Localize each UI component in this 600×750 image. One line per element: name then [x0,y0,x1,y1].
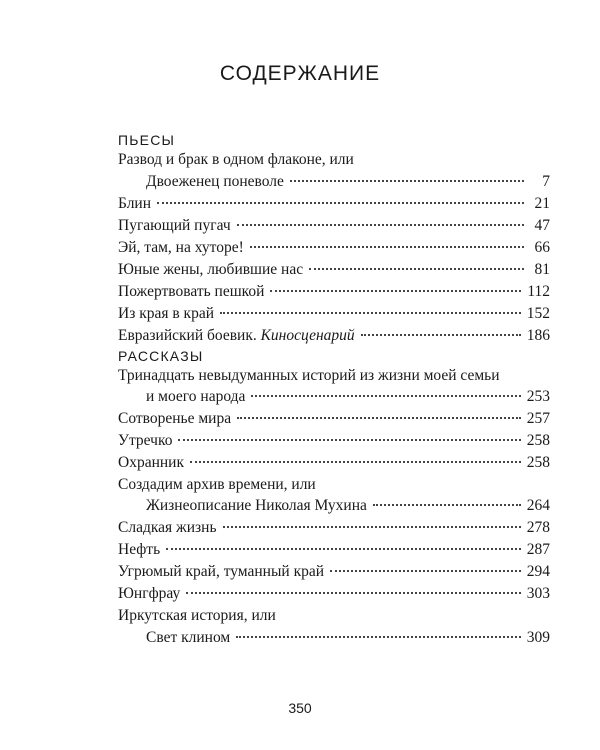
toc-entry-page: 66 [534,239,550,256]
toc-entry [118,194,550,214]
toc-entry [118,150,550,170]
toc-entry-title-line1: Тринадцать невыдуманных историй из жизни моей семьи [118,367,500,384]
toc-entry [146,496,550,516]
leader-dots [223,525,521,528]
leader-dots [157,201,524,204]
toc-entry-title: Пожертвовать пешкой [118,283,265,300]
leader-dots [251,394,520,397]
toc-entry-title-line2: Двоеженец поневоле [146,173,284,190]
leader-dots [309,267,524,270]
leader-dots [270,289,521,292]
toc-entry [118,518,550,538]
toc-entry [118,540,550,560]
leader-dots [236,635,521,638]
toc-entry [118,431,550,451]
toc-entry [118,606,550,626]
page-title: СОДЕРЖАНИЕ [219,62,381,85]
toc-entry [118,282,550,302]
toc-entry-page: 257 [526,410,550,427]
toc-entry [146,628,550,648]
toc-entry-page: 258 [526,454,550,471]
toc-entry-title-main: Евразийский боевик. [118,327,257,344]
toc-entry-page: 309 [526,629,550,646]
leader-dots [220,311,521,314]
leader-dots [186,591,521,594]
toc-entry-page: 264 [526,497,550,514]
toc-entry [146,172,550,192]
leader-dots [178,438,520,441]
toc-entry-page: 21 [534,195,550,212]
toc-entry-page: 112 [527,283,550,300]
toc-entry [118,216,550,236]
toc-entry-title: Сотворенье мира [118,410,232,427]
toc-entry-page: 186 [526,327,550,344]
toc-entry-title: Из края в край [118,305,215,322]
toc-entry-page: 294 [526,563,550,580]
section-heading-stories: РАССКАЗЫ [118,348,204,364]
toc-entry-title-line1: Иркутская история, или [118,607,276,624]
section-heading-plays: ПЬЕСЫ [118,132,176,148]
toc-entry [118,409,550,429]
toc-entry [118,260,550,280]
toc-entry-page: 287 [526,541,550,558]
toc-entry [118,475,550,495]
toc-entry-title-line2: и моего народа [146,388,246,405]
toc-entry-page: 303 [526,585,550,602]
toc-entry [118,366,550,386]
toc-entry-page: 81 [534,261,550,278]
toc-entry-title-line2: Свет клином [146,629,231,646]
toc-entry-title: Утречко [118,432,173,449]
leader-dots [373,503,521,506]
toc-entry-title: Блин [118,195,152,212]
leader-dots [330,569,521,572]
toc-entry-title: Эй, там, на хуторе! [118,239,244,256]
leader-dots [237,416,521,419]
toc-entry-title-line1: Создадим архив времени, или [118,476,316,493]
toc-entry-title-line1: Развод и брак в одном флаконе, или [118,151,354,168]
toc-entry-title: Угрюмый край, туманный край [118,563,325,580]
toc-entry [118,304,550,324]
toc-entry [118,238,550,258]
page-number: 350 [288,700,312,716]
toc-entry-title-line2: Жизнеописание Николая Мухина [146,497,367,514]
toc-entry-page: 152 [526,305,550,322]
toc-entry-title: Пугающий пугач [118,217,231,234]
leader-dots [166,547,521,550]
toc-entry-title: Сладкая жизнь [118,519,217,536]
leader-dots [290,179,524,182]
leader-dots [237,223,524,226]
toc-entry-page: 278 [526,519,550,536]
toc-entry-page: 253 [526,388,550,405]
toc-entry-title-italic: Киносценарий [260,327,355,344]
toc-entry [118,562,550,582]
leader-dots [250,245,524,248]
toc-entry-page: 258 [526,432,550,449]
toc-entry-page: 47 [534,217,550,234]
toc-entry-title: Нефть [118,541,161,558]
toc-entry-title [118,326,355,346]
toc-entry [118,326,550,346]
leader-dots [361,333,521,336]
toc-entry-page: 7 [542,173,550,190]
toc-entry [146,387,550,407]
leader-dots [190,460,521,463]
toc-entry [118,584,550,604]
toc-entry [118,453,550,473]
toc-entry-title: Охранник [118,454,184,471]
toc-entry-title: Юные жены, любившие нас [118,261,304,278]
toc-entry-title: Юнгфрау [118,585,181,602]
